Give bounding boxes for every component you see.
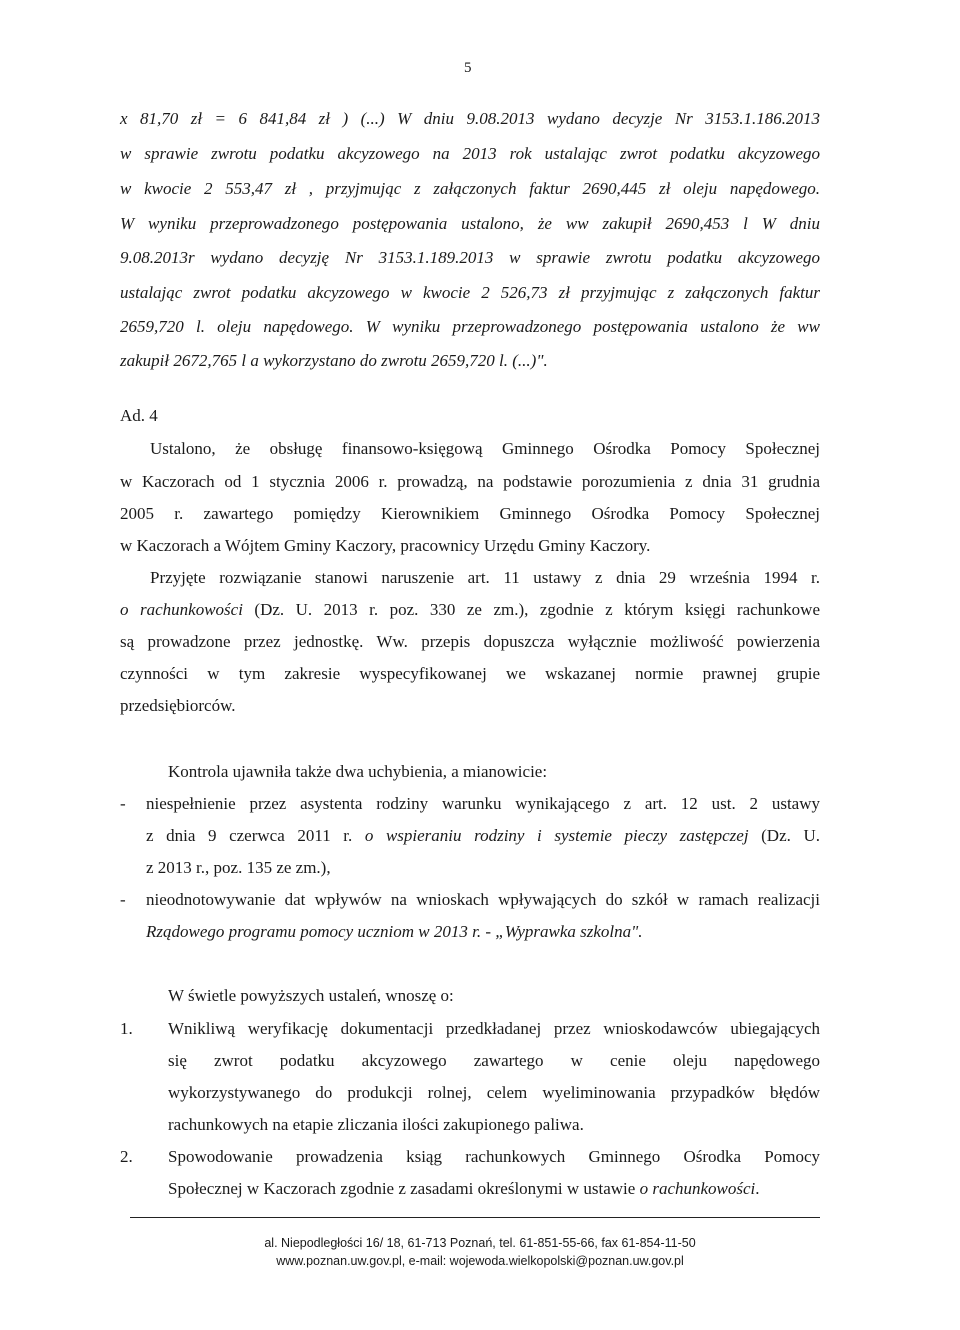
quote-line: zakupił 2672,765 l a wykorzystano do zwrotu 2659,720 l. (...)". (120, 351, 548, 370)
quote-line: w sprawie zwrotu podatku akcyzowego na 2013 rok ustalając zwrot podatku akcyzowego (120, 144, 820, 163)
quote-line: W wyniku przeprowadzonego postępowania ustalono, że ww zakupił 2690,453 l W dniu (120, 214, 820, 233)
paragraph-line: Kontrola ujawniła także dwa uchybienia, a mianowicie: (168, 762, 548, 781)
bullet-dash: - (120, 794, 126, 813)
paragraph-line: 2005 r. zawartego pomiędzy Kierownikiem Gminnego Ośrodka Pomocy Społecznej (120, 504, 820, 523)
list-item-line: Spowodowanie prowadzenia ksiąg rachunkowych Gminnego Ośrodka Pomocy (168, 1147, 820, 1166)
act-title: o rachunkowości (120, 600, 243, 619)
list-item-line: rachunkowych na etapie zliczania ilości zakupionego paliwa. (168, 1115, 584, 1134)
paragraph-line: są prowadzone przez jednostkę. Ww. przepis dopuszcza wyłącznie możliwość powierzenia (120, 632, 820, 651)
paragraph-line: W świetle powyższych ustaleń, wnoszę o: (168, 986, 454, 1005)
list-number: 1. (120, 1019, 133, 1038)
act-title: o wspieraniu rodziny i systemie pieczy zastępczej (364, 826, 749, 845)
quote-line: 9.08.2013r wydano decyzję Nr 3153.1.189.2013 w sprawie zwrotu podatku akcyzowego (120, 248, 820, 267)
act-title: o rachunkowości (639, 1179, 756, 1198)
footer-contact: www.poznan.uw.gov.pl, e-mail: wojewoda.wielkopolski@poznan.uw.gov.pl (276, 1254, 684, 1268)
paragraph-line: czynności w tym zakresie wyspecyfikowanej we wskazanej normie prawnej grupie (120, 664, 820, 683)
paragraph-line: w Kaczorach a Wójtem Gminy Kaczory, pracownicy Urzędu Gminy Kaczory. (120, 536, 651, 555)
bullet-line: niespełnienie przez asystenta rodziny warunku wynikającego z art. 12 ust. 2 ustawy (146, 794, 820, 813)
section-heading: Ad. 4 (120, 406, 158, 425)
footer-divider (130, 1217, 820, 1218)
paragraph-line: o rachunkowości (Dz. U. 2013 r. poz. 330 ze zm.), zgodnie z którym księgi rachunkowe (120, 600, 820, 619)
paragraph-line: Ustalono, że obsługę finansowo-księgową Gminnego Ośrodka Pomocy Społecznej (150, 439, 820, 458)
bullet-line: z dnia 9 czerwca 2011 r. o wspieraniu rodziny i systemie pieczy zastępczej (Dz. U. (146, 826, 820, 845)
bullet-line: z 2013 r., poz. 135 ze zm.), (146, 858, 331, 877)
quote-line: x 81,70 zł = 6 841,84 zł ) (...) W dniu 9.08.2013 wydano decyzje Nr 3153.1.186.2013 (120, 109, 820, 128)
page-number: 5 (464, 60, 472, 76)
paragraph-line: przedsiębiorców. (120, 696, 236, 715)
quote-line: w kwocie 2 553,47 zł , przyjmując z załączonych faktur 2690,445 zł oleju napędowego. (120, 179, 820, 198)
quote-line: ustalając zwrot podatku akcyzowego w kwocie 2 526,73 zł przyjmując z załączonych faktur (120, 283, 820, 302)
quote-line: 2659,720 l. oleju napędowego. W wyniku przeprowadzonego postępowania ustalono że ww (120, 317, 820, 336)
list-item-line: Społecznej w Kaczorach zgodnie z zasadami określonymi w ustawie o rachunkowości. (168, 1179, 760, 1198)
bullet-line: Rządowego programu pomocy uczniom w 2013 r. - „Wyprawka szkolna". (146, 922, 643, 941)
list-item-line: Wnikliwą weryfikację dokumentacji przedkładanej przez wnioskodawców ubiegających (168, 1019, 820, 1038)
list-item-line: wykorzystywanego do produkcji rolnej, celem wyeliminowania przypadków błędów (168, 1083, 820, 1102)
paragraph-line: w Kaczorach od 1 stycznia 2006 r. prowadzą, na podstawie porozumienia z dnia 31 grudnia (120, 472, 820, 491)
paragraph-line: Przyjęte rozwiązanie stanowi naruszenie art. 11 ustawy z dnia 29 września 1994 r. (150, 568, 820, 587)
footer-address: al. Niepodległości 16/ 18, 61-713 Poznań, tel. 61-851-55-66, fax 61-854-11-50 (264, 1236, 696, 1250)
bullet-dash: - (120, 890, 126, 909)
bullet-line: nieodnotowywanie dat wpływów na wnioskach wpływających do szkół w ramach realizacji (146, 890, 820, 909)
list-item-line: się zwrot podatku akcyzowego zawartego w cenie oleju napędowego (168, 1051, 820, 1070)
list-number: 2. (120, 1147, 133, 1166)
